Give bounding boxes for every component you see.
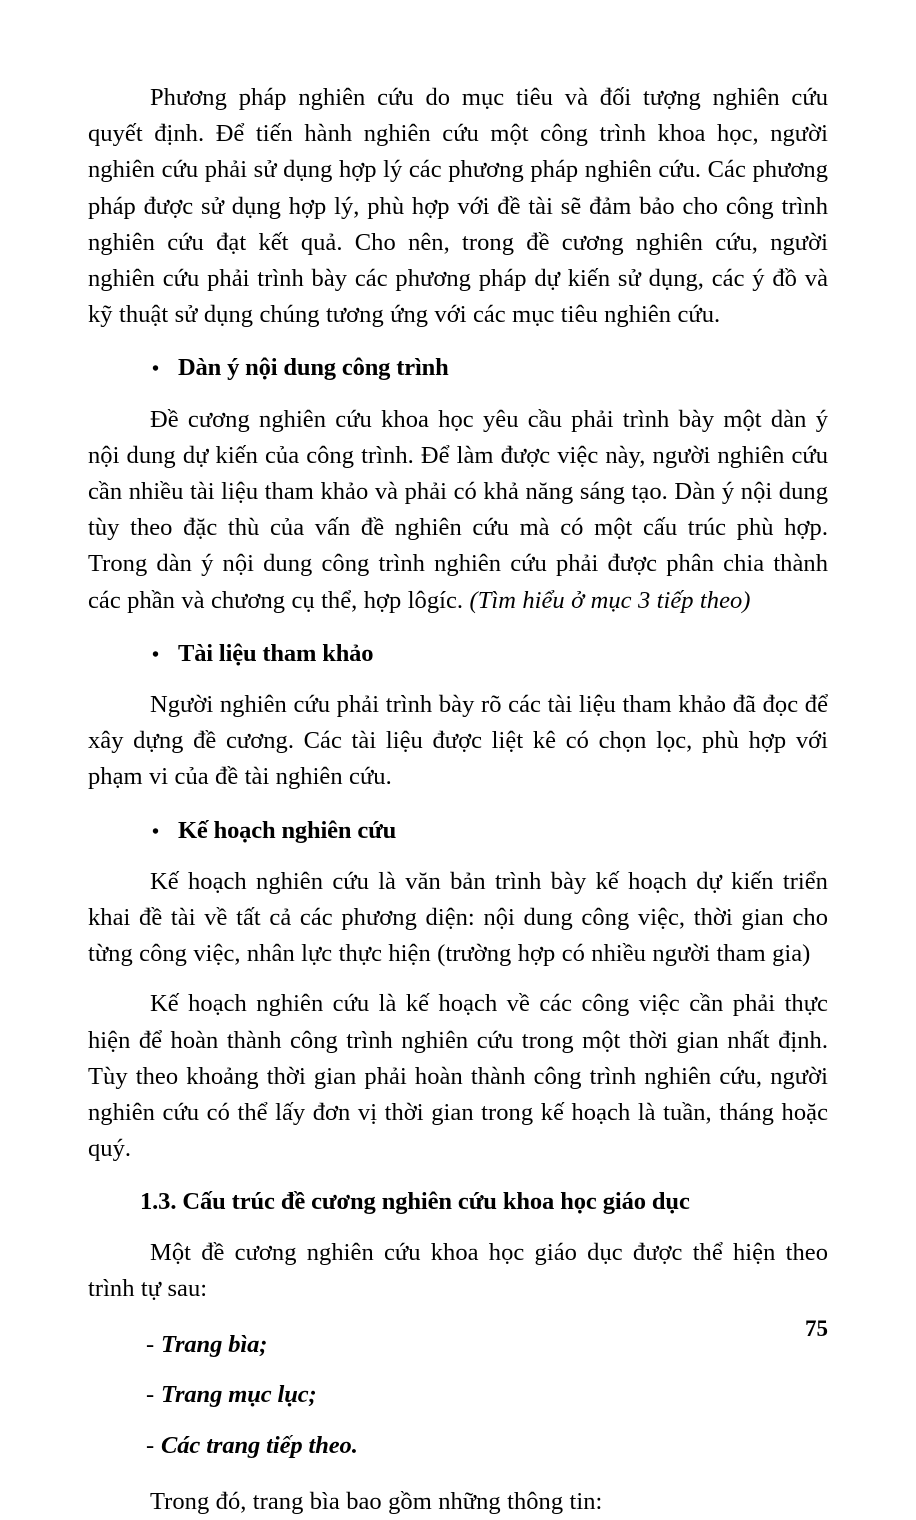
spacer [88,1307,828,1327]
spacer [88,673,828,687]
bullet-item-outline [88,350,828,387]
paragraph-cover-page-intro: Trong đó, trang bìa bao gồm những thông tin: [150,1487,603,1515]
spacer [88,1363,828,1377]
section-heading-1-3: 1.3. Cấu trúc đề cương nghiên cứu khoa học giáo dục [140,1188,690,1216]
spacer [88,1167,828,1184]
dash-item-table-of-contents [88,1377,828,1413]
dash-icon: - [146,1431,155,1459]
bullet-item-research-plan [88,813,828,850]
bullet-icon: • [152,643,160,666]
spacer [88,796,828,813]
spacer [88,972,828,986]
bullet-item-label: Kế hoạch nghiên cứu [178,816,397,844]
dash-icon: - [146,1331,155,1359]
spacer [88,1414,828,1428]
bullet-icon: • [152,358,160,381]
bullet-item-label: Dàn ý nội dung công trình [178,354,449,382]
spacer [88,388,828,402]
paragraph-outline-note: (Tìm hiểu ở mục 3 tiếp theo) [469,586,751,614]
dash-item-label: Trang bìa; [161,1331,268,1359]
paragraph-outline-content [88,402,828,619]
bullet-item-label: Tài liệu tham khảo [178,639,374,667]
bullet-item-references [88,636,828,673]
paragraph-plan-details: Kế hoạch nghiên cứu là kế hoạch về các công việc cần phải thực hiện để hoàn thành công trình nghiên cứu trong một thời gian nhất định. Tùy theo khoảng thời gian phải hoàn thành công trình nghiên cứu, người nghiên cứu có thể lấy đơn vị thời gian trong kế hoạch là tuần, tháng hoặc quý. [88,990,828,1163]
dash-item-label: Trang mục lục; [161,1381,317,1409]
dash-item-label: Các trang tiếp theo. [161,1431,358,1459]
bullet-icon: • [152,820,160,843]
spacer [88,1464,828,1484]
paragraph-structure-intro: Một đề cương nghiên cứu khoa học giáo dục được thể hiện theo trình tự sau: [88,1238,828,1302]
spacer [88,619,828,636]
paragraph-plan-definition: Kế hoạch nghiên cứu là văn bản trình bày kế hoạch dự kiến triển khai đề tài về tất cả các phương diện: nội dung công việc, thời gian cho từng công việc, nhân lực thực hiện (trường hợp có nhiều người tham gia) [88,867,828,968]
dash-item-following-pages [88,1428,828,1464]
page-content [88,80,828,1520]
spacer [88,333,828,350]
paragraph-outline-main: Đề cương nghiên cứu khoa học yêu cầu phải trình bày một dàn ý nội dung dự kiến của công trình. Để làm được việc này, người nghiên cứu cần nhiều tài liệu tham khảo và phải có khả năng sáng tạo. Dàn ý nội dung tùy theo đặc thù của vấn đề nghiên cứu mà có một cấu trúc phù hợp. Trong dàn ý nội dung công trình nghiên cứu phải được phân chia thành các phần và chương cụ thể, hợp lôgíc. [88,405,828,614]
page-number: 75 [805,1316,828,1341]
spacer [88,1221,828,1235]
paragraph-references: Người nghiên cứu phải trình bày rõ các tài liệu tham khảo đã đọc để xây dựng đề cương. Các tài liệu được liệt kê có chọn lọc, phù hợp với phạm vi của đề tài nghiên cứu. [88,691,828,791]
paragraph-research-methods: Phương pháp nghiên cứu do mục tiêu và đối tượng nghiên cứu quyết định. Để tiến hành nghiên cứu một công trình khoa học, người nghiên cứu phải sử dụng hợp lý các phương pháp nghiên cứu. Các phương pháp được sử dụng hợp lý, phù hợp với đề tài sẽ đảm bảo cho công trình nghiên cứu đạt kết quả. Cho nên, trong đề cương nghiên cứu, người nghiên cứu phải trình bày các phương pháp dự kiến sử dụng, các ý đồ và kỹ thuật sử dụng chúng tương ứng với các mục tiêu nghiên cứu. [88,84,828,329]
dash-item-cover-page [88,1327,828,1363]
dash-icon: - [146,1381,155,1409]
spacer [88,850,828,864]
